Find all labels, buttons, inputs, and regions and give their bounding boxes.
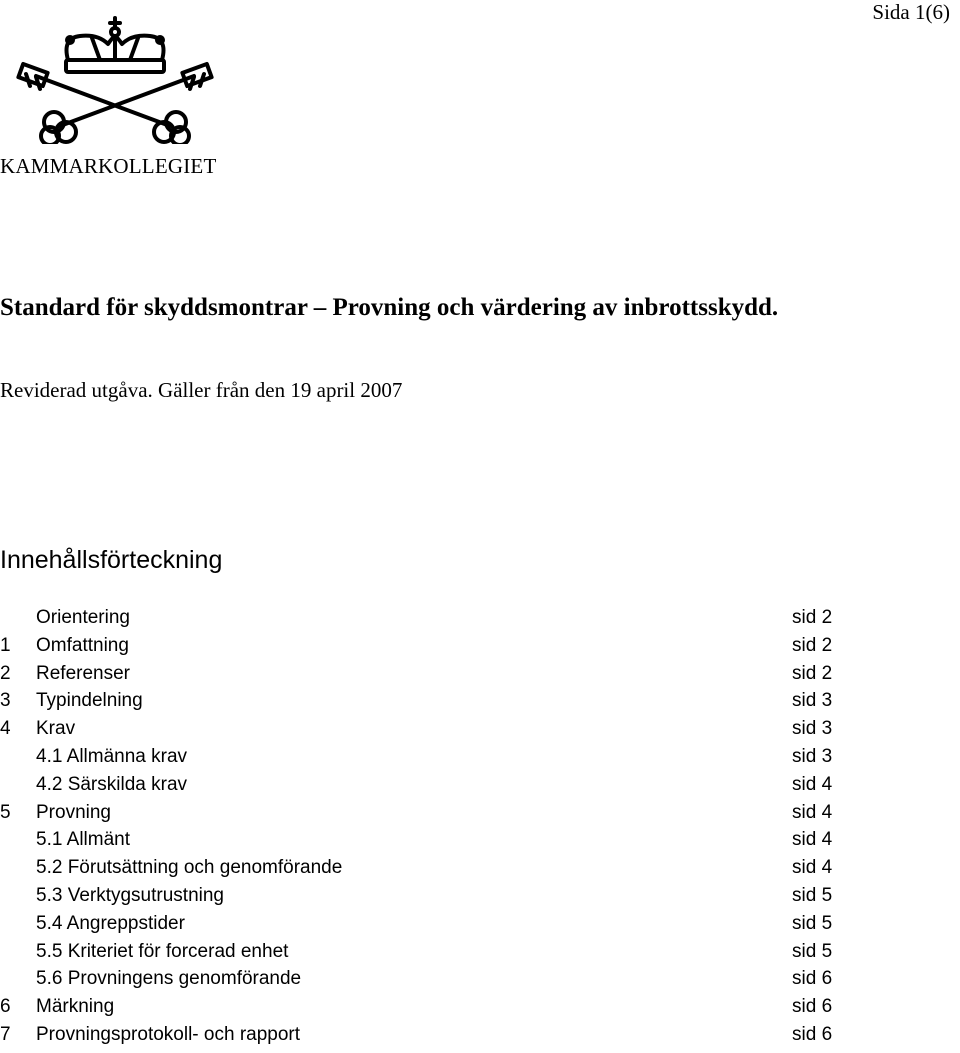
toc-item-title: 5.6 Provningens genomförande xyxy=(36,968,302,990)
toc-item-title: 5.1 Allmänt xyxy=(36,829,130,851)
toc-item[interactable] xyxy=(0,1021,850,1049)
toc-item[interactable] xyxy=(0,771,850,799)
toc-item[interactable] xyxy=(0,826,850,854)
toc-item-title: Orientering xyxy=(36,607,130,628)
toc-item-title: 4.2 Särskilda krav xyxy=(36,773,188,795)
toc-item-page: sid 5 xyxy=(792,940,833,962)
revision-note: Reviderad utgåva. Gäller från den 19 april 2007 xyxy=(0,378,403,402)
toc-item[interactable] xyxy=(0,882,850,910)
toc-item-number: 1 xyxy=(0,634,11,656)
page-number: Sida 1(6) xyxy=(872,0,950,24)
toc-item[interactable] xyxy=(0,687,850,715)
toc-item-title: 5.4 Angreppstider xyxy=(36,912,185,934)
organization-name: KAMMARKOLLEGIET xyxy=(0,154,217,178)
toc-item-page: sid 4 xyxy=(792,801,833,823)
toc-item-page: sid 3 xyxy=(792,718,833,740)
toc-item-title: Provning xyxy=(36,801,111,823)
toc-item[interactable] xyxy=(0,854,850,882)
crown-crossed-keys-icon xyxy=(10,14,220,144)
toc-item[interactable] xyxy=(0,632,850,660)
toc-item-title: Märkning xyxy=(36,996,115,1018)
toc-item-page: sid 6 xyxy=(792,968,833,990)
toc-item-title: Omfattning xyxy=(36,634,129,656)
toc-item-page: sid 2 xyxy=(792,662,833,684)
toc-item-page: sid 2 xyxy=(792,634,833,656)
toc-item-title: Provningsprotokoll- och rapport xyxy=(36,1023,301,1045)
toc-item[interactable] xyxy=(0,799,850,827)
toc-item-title: Krav xyxy=(36,718,76,740)
toc-item-title: 4.1 Allmänna krav xyxy=(36,745,188,767)
table-of-contents xyxy=(0,604,850,1049)
document-title: Standard för skyddsmontrar – Provning och värdering av inbrottsskydd. xyxy=(0,294,779,321)
toc-item-number: 6 xyxy=(0,996,11,1018)
toc-item[interactable] xyxy=(0,743,850,771)
toc-item-page: sid 3 xyxy=(792,745,833,767)
toc-item-number: 7 xyxy=(0,1023,11,1045)
toc-item-title: 5.5 Kriteriet för forcerad enhet xyxy=(36,940,289,962)
toc-item-number: 5 xyxy=(0,801,11,823)
toc-item-number: 2 xyxy=(0,662,11,684)
toc-item[interactable] xyxy=(0,938,850,966)
toc-item[interactable] xyxy=(0,715,850,743)
toc-item-page: sid 4 xyxy=(792,857,833,879)
toc-item-page: sid 4 xyxy=(792,829,833,851)
toc-item-number: 3 xyxy=(0,690,11,712)
toc-item-title: 5.2 Förutsättning och genomförande xyxy=(36,857,343,879)
toc-item-title: 5.3 Verktygsutrustning xyxy=(36,884,224,906)
toc-item-page: sid 6 xyxy=(792,1023,833,1045)
toc-item-page: sid 3 xyxy=(792,690,833,712)
toc-item[interactable] xyxy=(0,993,850,1021)
toc-item-number: 4 xyxy=(0,718,11,740)
toc-item-page: sid 5 xyxy=(792,884,833,906)
toc-item[interactable] xyxy=(0,604,850,632)
toc-item-title: Referenser xyxy=(36,662,130,684)
toc-heading: Innehållsförteckning xyxy=(0,546,223,574)
toc-item[interactable] xyxy=(0,660,850,688)
toc-item-page: sid 6 xyxy=(792,996,833,1018)
toc-item[interactable] xyxy=(0,965,850,993)
toc-item-page: sid 4 xyxy=(792,773,833,795)
toc-item-page: sid 5 xyxy=(792,912,833,934)
toc-item[interactable] xyxy=(0,910,850,938)
toc-item-title: Typindelning xyxy=(36,690,143,712)
toc-item-page: sid 2 xyxy=(792,607,833,628)
